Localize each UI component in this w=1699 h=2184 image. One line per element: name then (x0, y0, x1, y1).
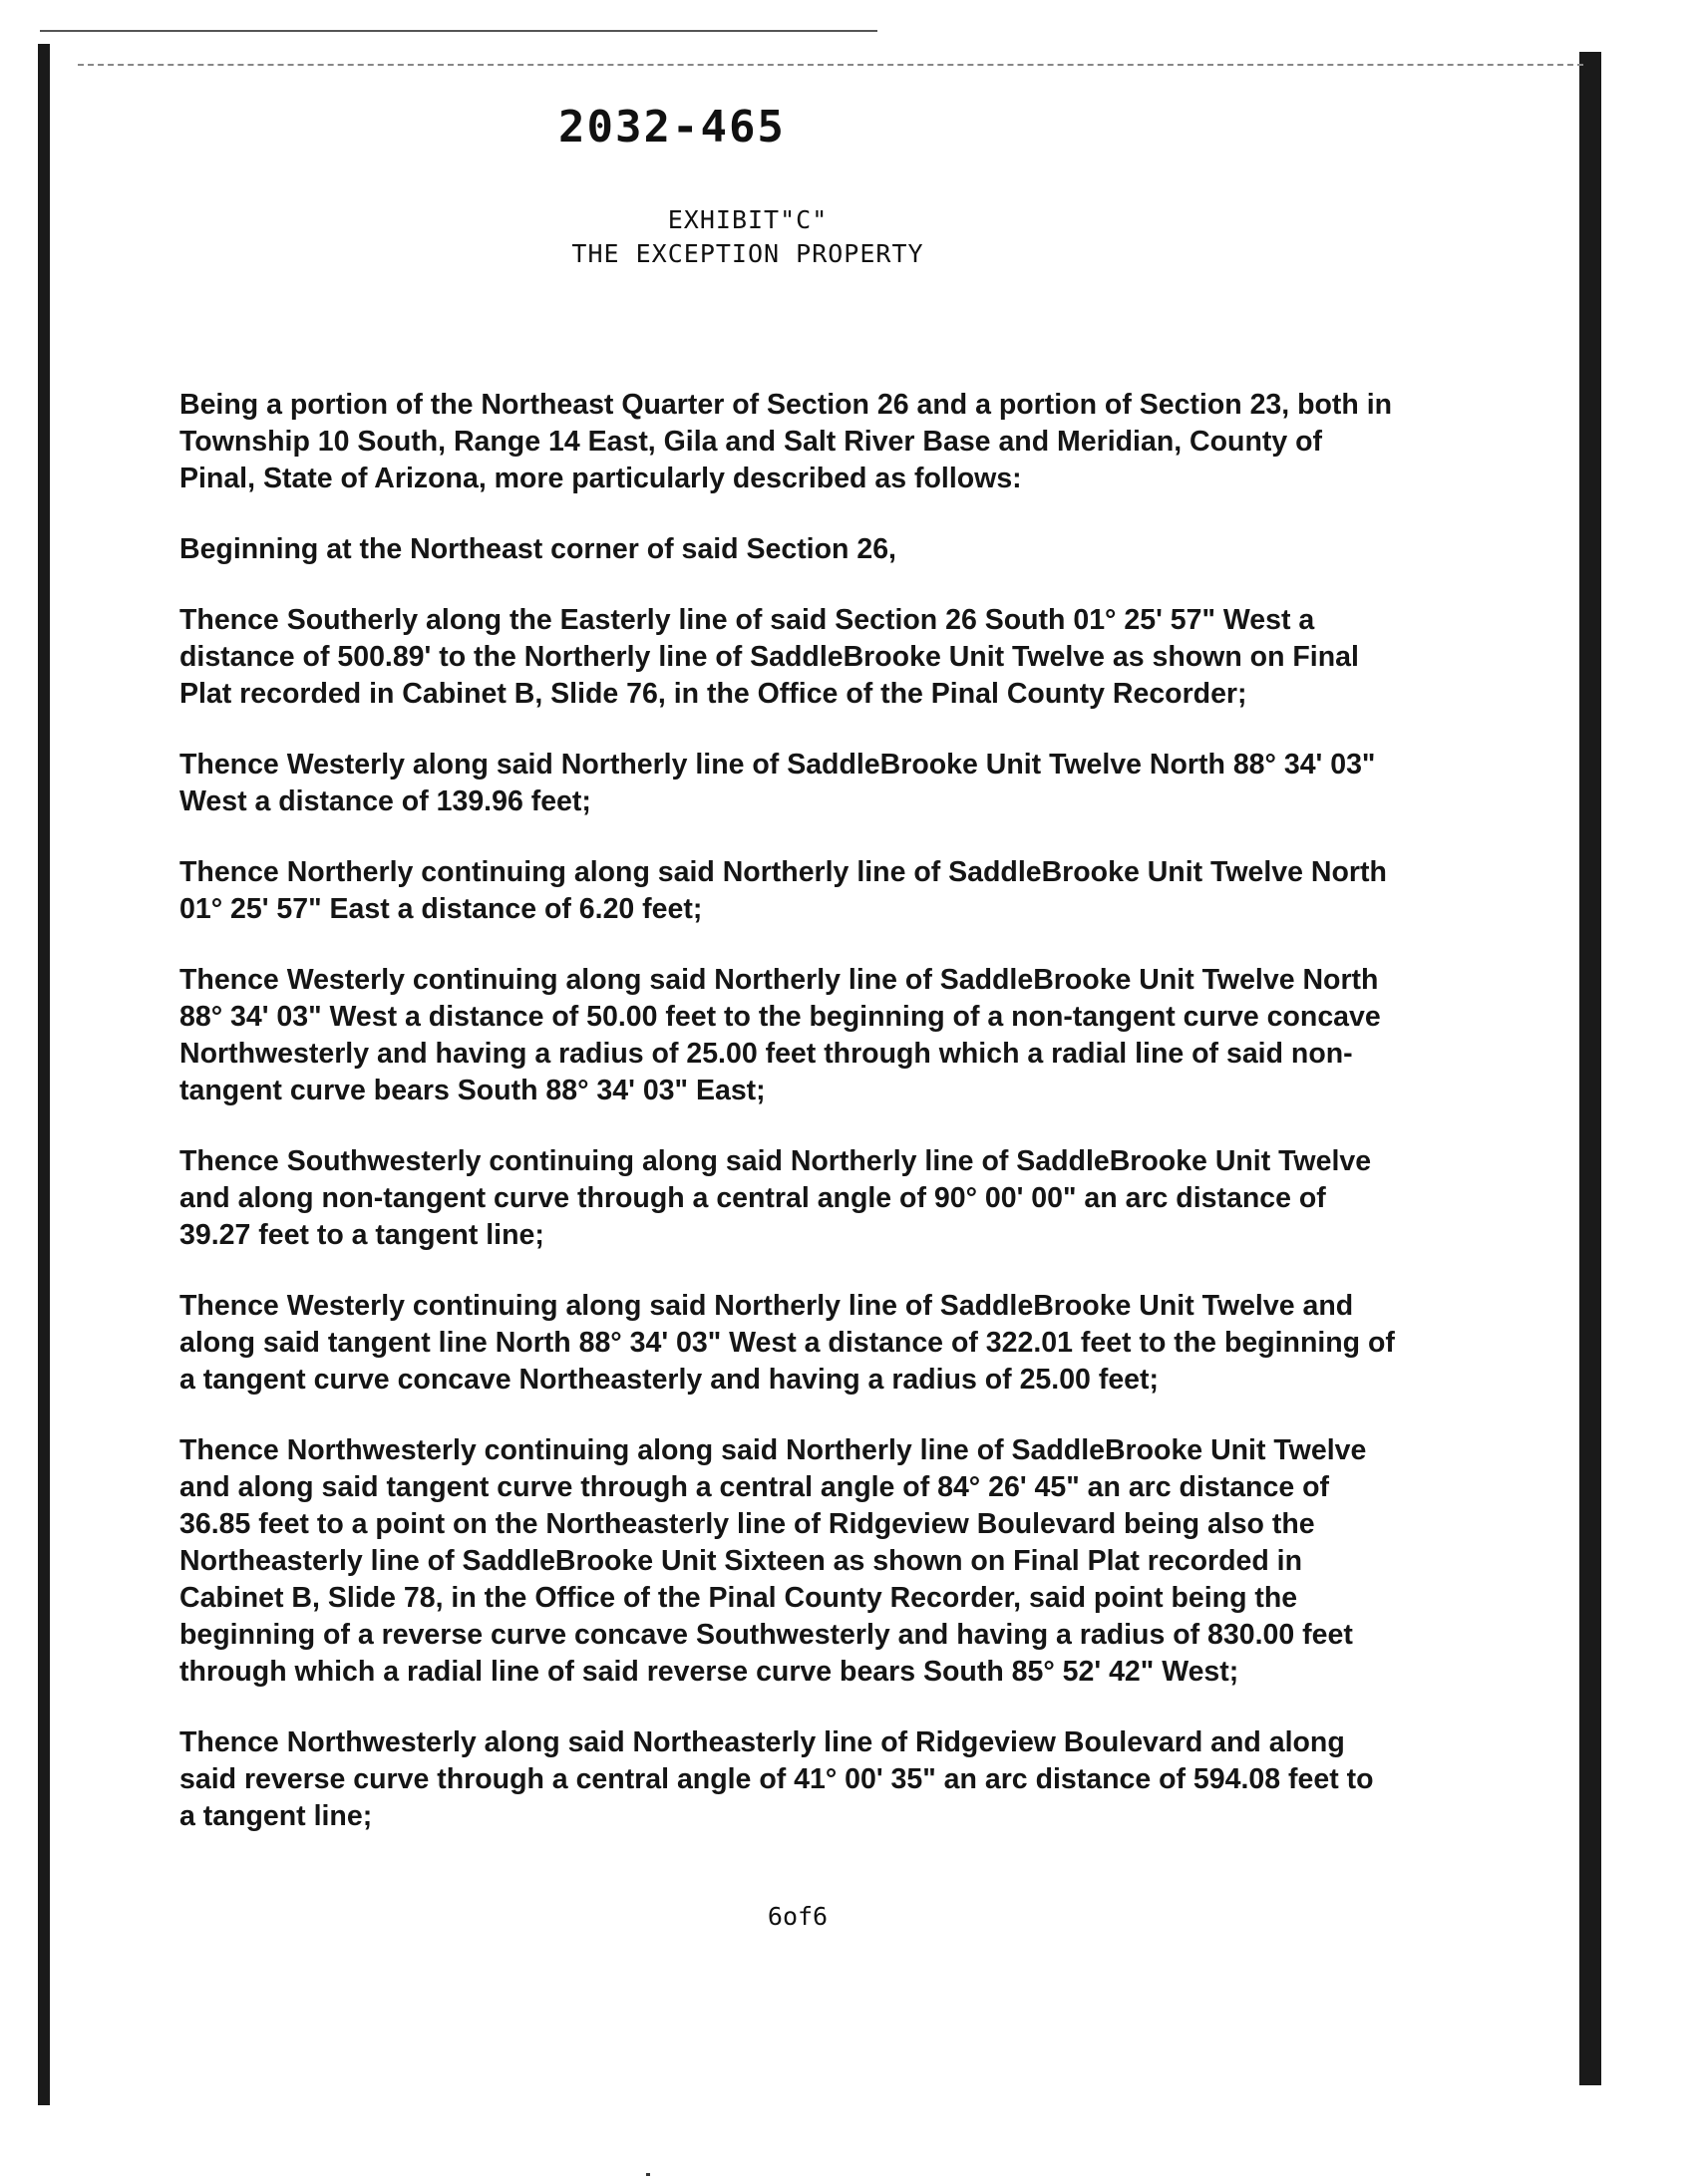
scan-border-left (38, 44, 50, 2105)
paragraph-beginning: Beginning at the Northeast corner of said Section 26, (179, 533, 896, 565)
exhibit-title: EXHIBIT"C" (667, 205, 829, 234)
paragraph-course-7: Thence Northwesterly continuing along said Northerly line of SaddleBrooke Unit Twelve and along said tangent curve through a central angle of 84° 26' 45" an arc distance of 36.85 feet to a point on the Northeasterly line of Ridgeview Boulevard being also the Northeasterly line of SaddleBrooke Unit Sixteen as shown on Final Plat recorded in Cabinet B, Slide 78, in the Office of the Pinal County Recorder, said point being the beginning of a reverse curve concave Southwesterly and having a radius of 830.00 feet through which a radial line of said reverse curve bears South 85° 52' 42" West; (179, 1434, 1367, 1688)
document-number: 2032-465 (558, 102, 786, 153)
paragraph-course-2: Thence Westerly along said Northerly line of SaddleBrooke Unit Twelve North 88° 34' 03" West a distance of 139.96 feet; (179, 749, 1376, 817)
legal-description (179, 387, 1396, 1869)
paragraph-course-4: Thence Westerly continuing along said Northerly line of SaddleBrooke Unit Twelve North 88° 34' 03" West a distance of 50.00 feet to the beginning of a non-tangent curve concave Northwesterly and having a radius of 25.00 feet through which a radial line of said non-tangent curve bears South 88° 34' 03" East; (179, 964, 1381, 1106)
paragraph-course-1: Thence Southerly along the Easterly line of said Section 26 South 01° 25' 57" West a distance of 500.89' to the Northerly line of SaddleBrooke Unit Twelve as shown on Final Plat recorded in Cabinet B, Slide 76, in the Office of the Pinal County Recorder; (179, 604, 1359, 710)
paragraph-course-8: Thence Northwesterly along said Northeasterly line of Ridgeview Boulevard and along said reverse curve through a central angle of 41° 00' 35" an arc distance of 594.08 feet to a tangent line; (179, 1726, 1374, 1832)
paragraph-course-5: Thence Southwesterly continuing along said Northerly line of SaddleBrooke Unit Twelve and along non-tangent curve through a central angle of 90° 00' 00" an arc distance of 39.27 feet to a tangent line; (179, 1145, 1372, 1251)
paragraph-intro: Being a portion of the Northeast Quarter of Section 26 and a portion of Section 23, both in Township 10 South, Range 14 East, Gila and Salt River Base and Meridian, County of Pinal, State of Arizona, more particularly described as follows: (179, 389, 1393, 494)
page-number: 6of6 (767, 1902, 829, 1931)
paragraph-course-6: Thence Westerly continuing along said Northerly line of SaddleBrooke Unit Twelve and along said tangent line North 88° 34' 03" West a distance of 322.01 feet to the beginning of a tangent curve concave Northeasterly and having a radius of 25.00 feet; (179, 1290, 1395, 1396)
scan-speck (646, 2173, 650, 2176)
top-rule (40, 30, 877, 32)
paragraph-course-3: Thence Northerly continuing along said Northerly line of SaddleBrooke Unit Twelve North 01° 25' 57" East a distance of 6.20 feet; (179, 856, 1387, 925)
exhibit-subtitle: THE EXCEPTION PROPERTY (571, 239, 924, 268)
scan-border-top (78, 64, 1583, 66)
scan-border-right (1579, 52, 1601, 2085)
